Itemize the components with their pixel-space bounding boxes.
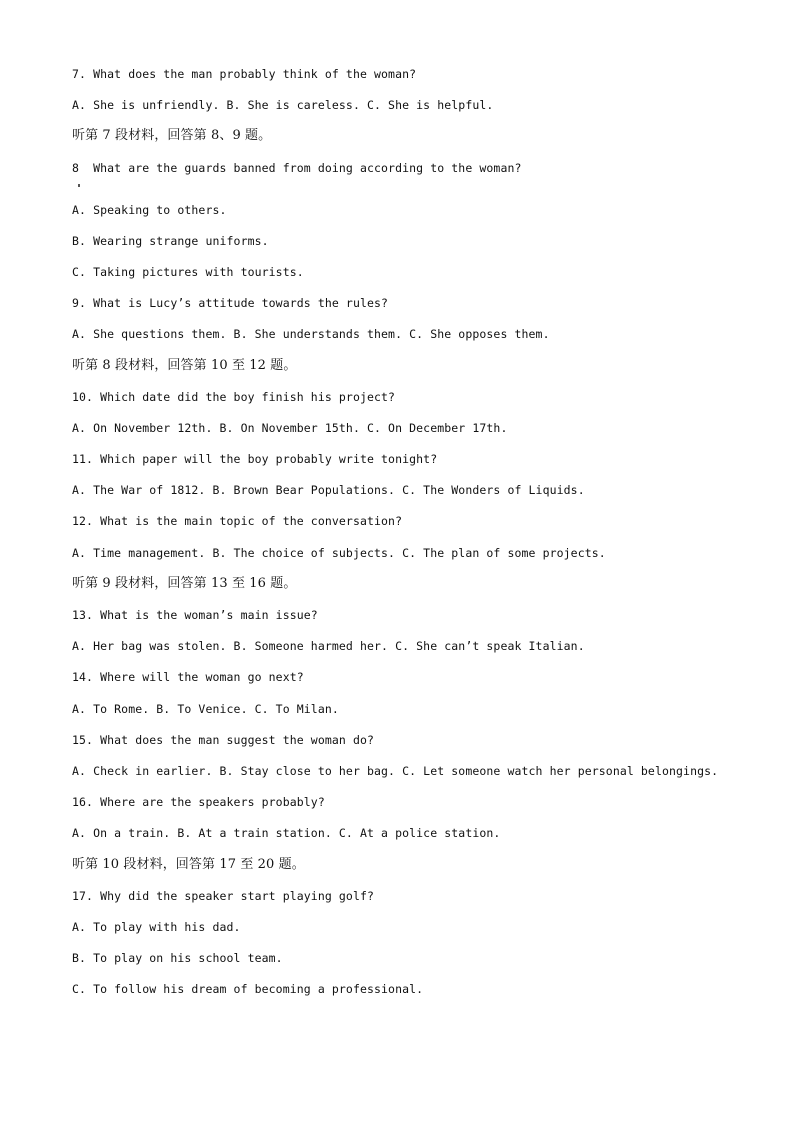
- section-heading-10: 听第 10 段材料，回答第 17 至 20 题。: [72, 856, 305, 872]
- options-10: A. On November 12th. B. On November 15th. C. On December 17th.: [72, 420, 508, 435]
- question-17: 17. Why did the speaker start playing golf?: [72, 888, 375, 903]
- options-11: A. The War of 1812. B. Brown Bear Populations. C. The Wonders of Liquids.: [72, 483, 585, 498]
- section-heading-9: 听第 9 段材料，回答第 13 至 16 题。: [72, 575, 297, 591]
- options-9: A. She questions them. B. She understands them. C. She opposes them.: [72, 327, 550, 342]
- question-10: 10. Which date did the boy finish his project?: [72, 389, 396, 404]
- question-14: 14. Where will the woman go next?: [72, 670, 304, 685]
- options-7: A. She is unfriendly. B. She is careless. C. She is helpful.: [72, 98, 494, 113]
- option-8b: B. Wearing strange uniforms.: [72, 233, 269, 248]
- question-11: 11. Which paper will the boy probably write tonight?: [72, 452, 438, 467]
- question-8: 8 What are the guards banned from doing according to the woman?: [72, 160, 522, 175]
- section-heading-7: 听第 7 段材料，回答第 8、9 题。: [72, 128, 272, 144]
- question-7: 7. What does the man probably think of the woman?: [72, 67, 417, 81]
- option-17b: B. To play on his school team.: [72, 951, 283, 966]
- option-8a: A. Speaking to others.: [72, 202, 227, 217]
- question-9: 9. What is Lucy’s attitude towards the rules?: [72, 296, 389, 311]
- option-17a: A. To play with his dad.: [72, 919, 241, 934]
- exam-page: [72, 66, 772, 1012]
- option-8c: C. Taking pictures with tourists.: [72, 264, 304, 279]
- question-13: 13. What is the woman’s main issue?: [72, 608, 318, 622]
- option-17c: C. To follow his dream of becoming a professional.: [72, 982, 424, 997]
- options-14: A. To Rome. B. To Venice. C. To Milan.: [72, 701, 339, 716]
- question-15: 15. What does the man suggest the woman do?: [72, 732, 375, 747]
- options-16: A. On a train. B. At a train station. C. At a police station.: [72, 826, 501, 841]
- question-12: 12. What is the main topic of the conversation?: [72, 514, 403, 529]
- options-13: A. Her bag was stolen. B. Someone harmed her. C. She can’t speak Italian.: [72, 639, 585, 654]
- section-heading-8: 听第 8 段材料，回答第 10 至 12 题。: [72, 357, 297, 373]
- question-16: 16. Where are the speakers probably?: [72, 795, 325, 810]
- options-12: A. Time management. B. The choice of subjects. C. The plan of some projects.: [72, 545, 606, 560]
- options-15: A. Check in earlier. B. Stay close to her bag. C. Let someone watch her personal belongings.: [72, 763, 719, 778]
- stray-mark: [78, 184, 80, 187]
